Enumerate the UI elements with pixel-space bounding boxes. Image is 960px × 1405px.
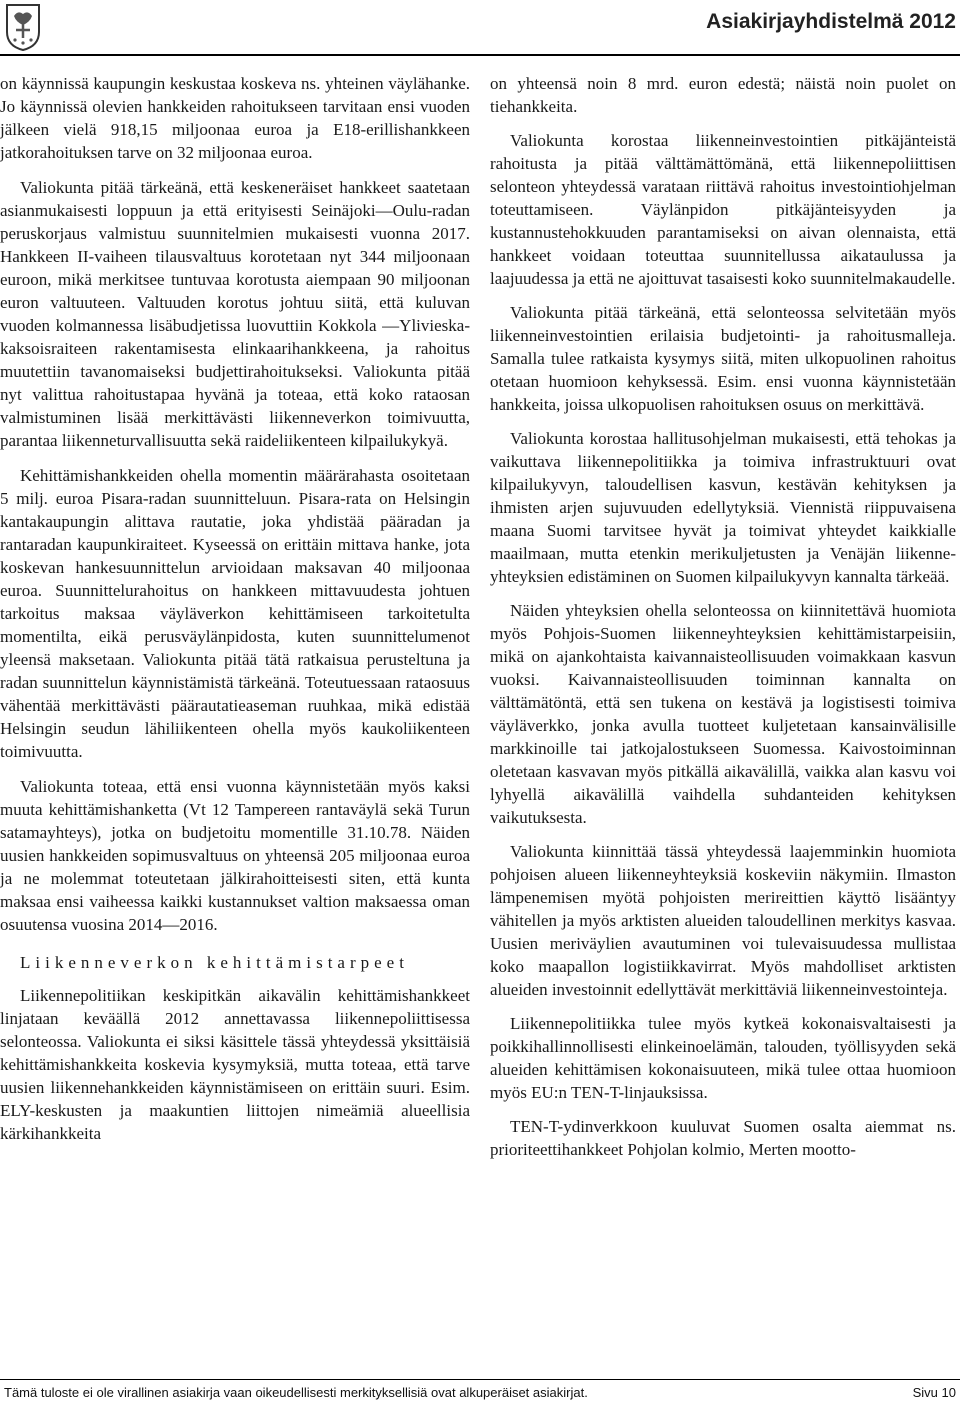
page-header <box>0 0 960 54</box>
page-number: Sivu 10 <box>912 1385 956 1400</box>
coat-of-arms-icon <box>4 2 42 52</box>
paragraph: Näiden yhteyksien ohella selonteossa on kiinnitettävä huomiota myös Pohjois-Suomen liikenneyhteyksien kehittämistarpeisiin, mikä on ajankohtaista kaivannaisteollisuuden voimakkaan kasvun vuoksi. Kaivannaisteollisuuden toiminnan kannalta on välttämätöntä, että sen tukena on kestävä ja logistisesti toimiva väyläverkko, jonka avulla tuotteet kuljetetaan kansainvälisille markkinoille tai jatkojalostukseen Suomessa. Kaivostoiminnan oletetaan kasvavan myös pitkällä aikavälillä, vaikka alan kasvu voi lyhyellä aikavälillä vaihdella suhdanteiden kehityksen vaikutuksesta. <box>490 601 956 827</box>
paragraph: Kehittämishankkeiden ohella momentin määrärahasta osoitetaan 5 milj. euroa Pisara-radan suunnitteluun. Pisara-rata on Helsingin kantakaupungin alittava rautatie, joka yhdistää pääradan ja rantaradan kaupunkiraiteet. Kyseessä on erittäin mittava hanke, jota koskevan hankesuunnittelun arvioidaan maksavan 40 miljoonaa euroa. Suunnittelurahoitus on hankkeen mittavuudesta johtuen tarkoitus maksaa väyläverkon kehittämiseen tarkoitetulta momentilta, eikä perusväylänpidosta, kuten suunnittelumenot yleensä maksetaan. Valiokunta pitää tätä ratkaisua perusteltuna ja radan suunnittelun käynnistämistä tärkeänä. Toteutuessaan rataosuus vähentää merkittävästi päärautatieaseman ruuhkaa, mikä edistää Helsingin seudun lähiliikenteen ohella myös kaukoliikenteen toimivuutta. <box>0 466 470 761</box>
disclaimer-text: Tämä tuloste ei ole virallinen asiakirja vaan oikeudellisesti merkityksellisiä ovat alkuperäiset asiakirjat. <box>4 1385 588 1400</box>
paragraph: Valiokunta korostaa liikenneinvestointien pitkäjänteistä rahoitusta ja pitää välttämättömänä, että liikennepoliittisen selonteon yhteydessä varataan riittävä rahoitus investointiohjelman toteuttamiseen. Väylänpidon pitkäjänteisyyden ja kustannustehokkuuden parantamiseksi on aivan olennaista, että hankkeet voidaan toteuttaa suunnitellussa aikataulussa ja laajuudessa ja että ne ajoittuvat tasaisesti koko suunnitelmakaudelle. <box>490 131 956 288</box>
paragraph: on käynnissä kaupungin keskustaa koskeva ns. yhteinen väylähanke. Jo käynnissä olevien hankkeiden rahoitukseen tarvitaan ensi vuoden jälkeen vielä 918,15 miljoonaa euroa ja E18-erillishankkeen jatkorahoituksen tarve on 32 miljoonaa euroa. <box>0 74 470 162</box>
paragraph: Valiokunta kiinnittää tässä yhteydessä laajemminkin huomiota pohjoisen alueen liikenneyhteyksiä koskeviin näkymiin. Ilmaston lämpenemisen myötä pohjoisten merireittien käyttö lisääntyy vähitellen ja myös arktisten alueiden taloudellinen merkitys kasvaa. Uusien meriväylien avautuminen voi tulevaisuudessa mullistaa koko maapallon logistiikkavirrat. Myös mahdolliset arktisten alueiden investoinnit edellyttävät merkittäviä liikenneinvestointeja. <box>490 842 956 999</box>
paragraph: on yhteensä noin 8 mrd. euron edestä; näistä noin puolet on tiehankkeita. <box>490 74 956 116</box>
paragraph: Valiokunta toteaa, että ensi vuonna käynnistetään myös kaksi muuta kehittämishanketta (Vt 12 Tampereen rantaväylä sekä Turun satamayhteys), jotka on budjetoitu momentille 31.10.78. Näiden uusien hankkeiden sopimusvaltuus on yhteensä 205 miljoonaa euroa ja ne molemmat toteutetaan jälkirahoitteisesti siten, että kunta maksaa ensi vaiheessa kaikki kustannukset valtion maksaessa oman osuutensa vuosina 2014—2016. <box>0 777 470 934</box>
page-footer <box>0 1382 960 1404</box>
paragraph: Valiokunta pitää tärkeänä, että keskeneräiset hankkeet saatetaan asianmukaisesti loppuun ja että erityisesti Seinäjoki—Oulu-radan peruskorjaus valmistuu suunnitelmien mukaisesti vuonna 2017. Hankkeen II-vaiheen tilausvaltuus korotetaan nyt 344 miljoonaan euroon, mikä merkitsee tuntuvaa korotusta aiempaan 90 miljoonan euron valtuuteen. Valtuuden korotus johtuu siitä, että kuluvan vuoden kolmannessa lisäbudjetissa luovuttiin Kokkola —Ylivieska-kaksoisraiteen rakentamisesta elinkaarihankkeena, ja rahoitus muutettiin tavanomaiseksi budjettirahoitukseksi. Valiokunta pitää nyt valittua rahoitustapaa hyvänä ja toteaa, että koko rataosan valmistuminen lisää merkittävästi liikenneverkon toimivuutta, parantaa liikenneturvallisuutta sekä raideliikenteen kilpailukykyä. <box>0 178 470 450</box>
header-divider <box>0 54 960 56</box>
section-heading: Liikenneverkon kehittämistarpeet <box>20 953 409 972</box>
paragraph: Valiokunta korostaa hallitusohjelman mukaisesti, että tehokas ja vaikuttava liikennepolitiikka ja toimiva infrastruktuuri ovat kilpailukyvyn, taloudellisen kasvun, kestävän kehityksen ja ihmisten arjen sujuvuuden edellytyksiä. Viennistä riippuvaisena maana Suomi tarvitsee hyvät ja toimivat yhteydet kaikkialle maailmaan, mutta etenkin merikuljetusten ja Venäjän liikenne-yhteyksien edistäminen on Suomen kilpailukyvyn kannalta tärkeää. <box>490 429 956 586</box>
paragraph: Valiokunta pitää tärkeänä, että selonteossa selvitetään myös liikenneinvestointien erilaisia budjetointi- ja rahoitusmalleja. Samalla tulee ratkaista kysymys siitä, miten ulkopuolinen rahoitus otetaan huomioon kehyksessä. Esim. ensi vuonna käynnistetään hankkeita, joissa ulkopuolisen rahoituksen osuus on merkittävä. <box>490 303 956 414</box>
footer-divider <box>0 1379 960 1380</box>
document-title: Asiakirjayhdistelmä 2012 <box>706 10 956 33</box>
right-column <box>490 72 956 1372</box>
paragraph: Liikennepolitiikka tulee myös kytkeä kokonaisvaltaisesti ja poikkihallinnollisesti elinkeinoelämän, talouden, työllisyyden sekä alueiden kehittämisen kokonaisuuteen, mikä tulee ottaa huomioon myös EU:n TEN-T-linjauksissa. <box>490 1014 956 1102</box>
paragraph: Liikennepolitiikan keskipitkän aikavälin kehittämishankkeet linjataan keväällä 2012 annettavassa liikennepoliittisessa selonteossa. Valiokunta ei siksi käsittele tässä yhteydessä yksittäisiä kehittämishankkeita koskevia kysymyksiä, mutta toteaa, että tarve uusien liikennehankkeiden käynnistämiseen on erittäin suuri. Esim. ELY-keskusten ja maakuntien liittojen nimeämiä alueellisia kärkihankkeita <box>0 986 470 1143</box>
left-column <box>0 72 470 1372</box>
paragraph: TEN-T-ydinverkkoon kuuluvat Suomen osalta aiemmat ns. prioriteettihankkeet Pohjolan kolmio, Merten mootto- <box>490 1117 956 1159</box>
